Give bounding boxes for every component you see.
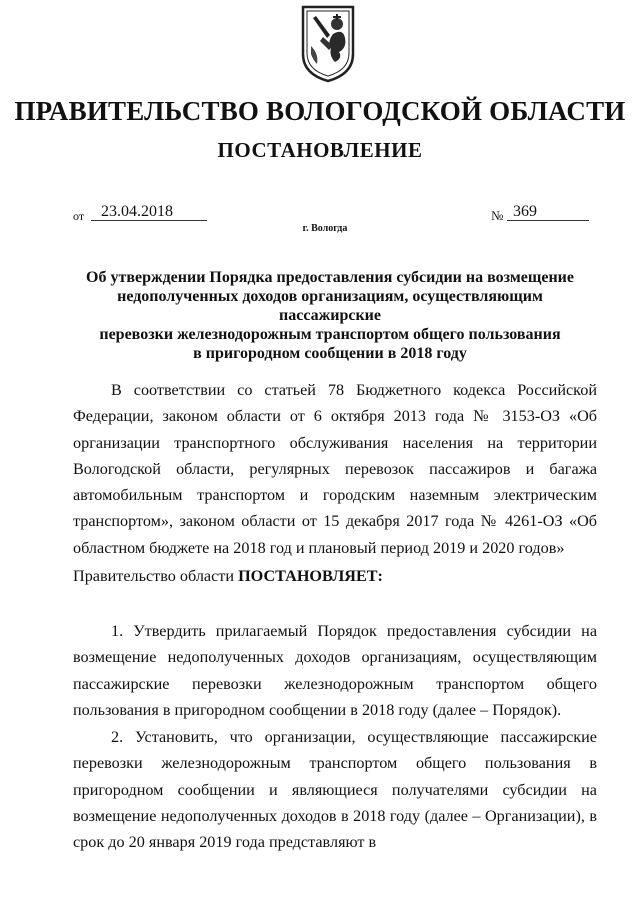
government-title: ПРАВИТЕЛЬСТВО ВОЛОГОДСКОЙ ОБЛАСТИ <box>14 96 626 126</box>
subject-line: Об утверждении Порядка предоставления субсидии на возмещение <box>86 269 574 286</box>
date-label: от <box>73 209 85 223</box>
item-2-paragraph: 2. Установить, что организации, осуществляющие пассажирские перевозки железнодорожным транспортом общего пользования в пригородном сообщении и являющиеся получателями субсидии на возмещение недополученных доходов в 2018 году (далее – Организации), в срок до 20 января 2019 года представляют в <box>73 728 597 852</box>
preamble-paragraph: В соответствии со статьей 78 Бюджетного кодекса Российской Федерации, законом области от 6 октября 2013 года № 3153-ОЗ «Об организации транспортного обслуживания населения на территории Вологодской области, регулярных перевозок пассажиров и багажа автомобильным транспортом и городским наземным электрическим транспортом», законом области от 15 декабря 2017 года № 4261-ОЗ «Об областном бюджете на 2018 год и плановый период 2019 и 2020 годов» <box>73 381 597 557</box>
decree-subject <box>70 268 590 363</box>
subject-line: перевозки железнодорожным транспортом общего пользования <box>99 326 561 343</box>
item-1-paragraph: 1. Утвердить прилагаемый Порядок предоставления субсидии на возмещение недополученных доходов организациям, осуществляющим пассажирские перевозки железнодорожным транспортом общего пользования в пригородном сообщении в 2018 году (далее – Порядок). <box>73 622 597 719</box>
subject-line: недополученных доходов организациям, осуществляющим пассажирские <box>117 288 543 324</box>
decree-prefix: Правительство области <box>73 567 239 585</box>
coat-of-arms-icon <box>299 4 357 84</box>
document-type: ПОСТАНОВЛЕНИЕ <box>217 138 423 162</box>
number-value: 369 <box>507 204 589 221</box>
decree-word: ПОСТАНОВЛЯЕТ: <box>238 567 383 585</box>
subject-line: в пригородном сообщении в 2018 году <box>193 345 467 362</box>
city: г. Вологда <box>302 223 348 234</box>
number-label: № <box>491 208 504 223</box>
decree-line <box>73 563 383 589</box>
date-value: 23.04.2018 <box>91 204 207 221</box>
